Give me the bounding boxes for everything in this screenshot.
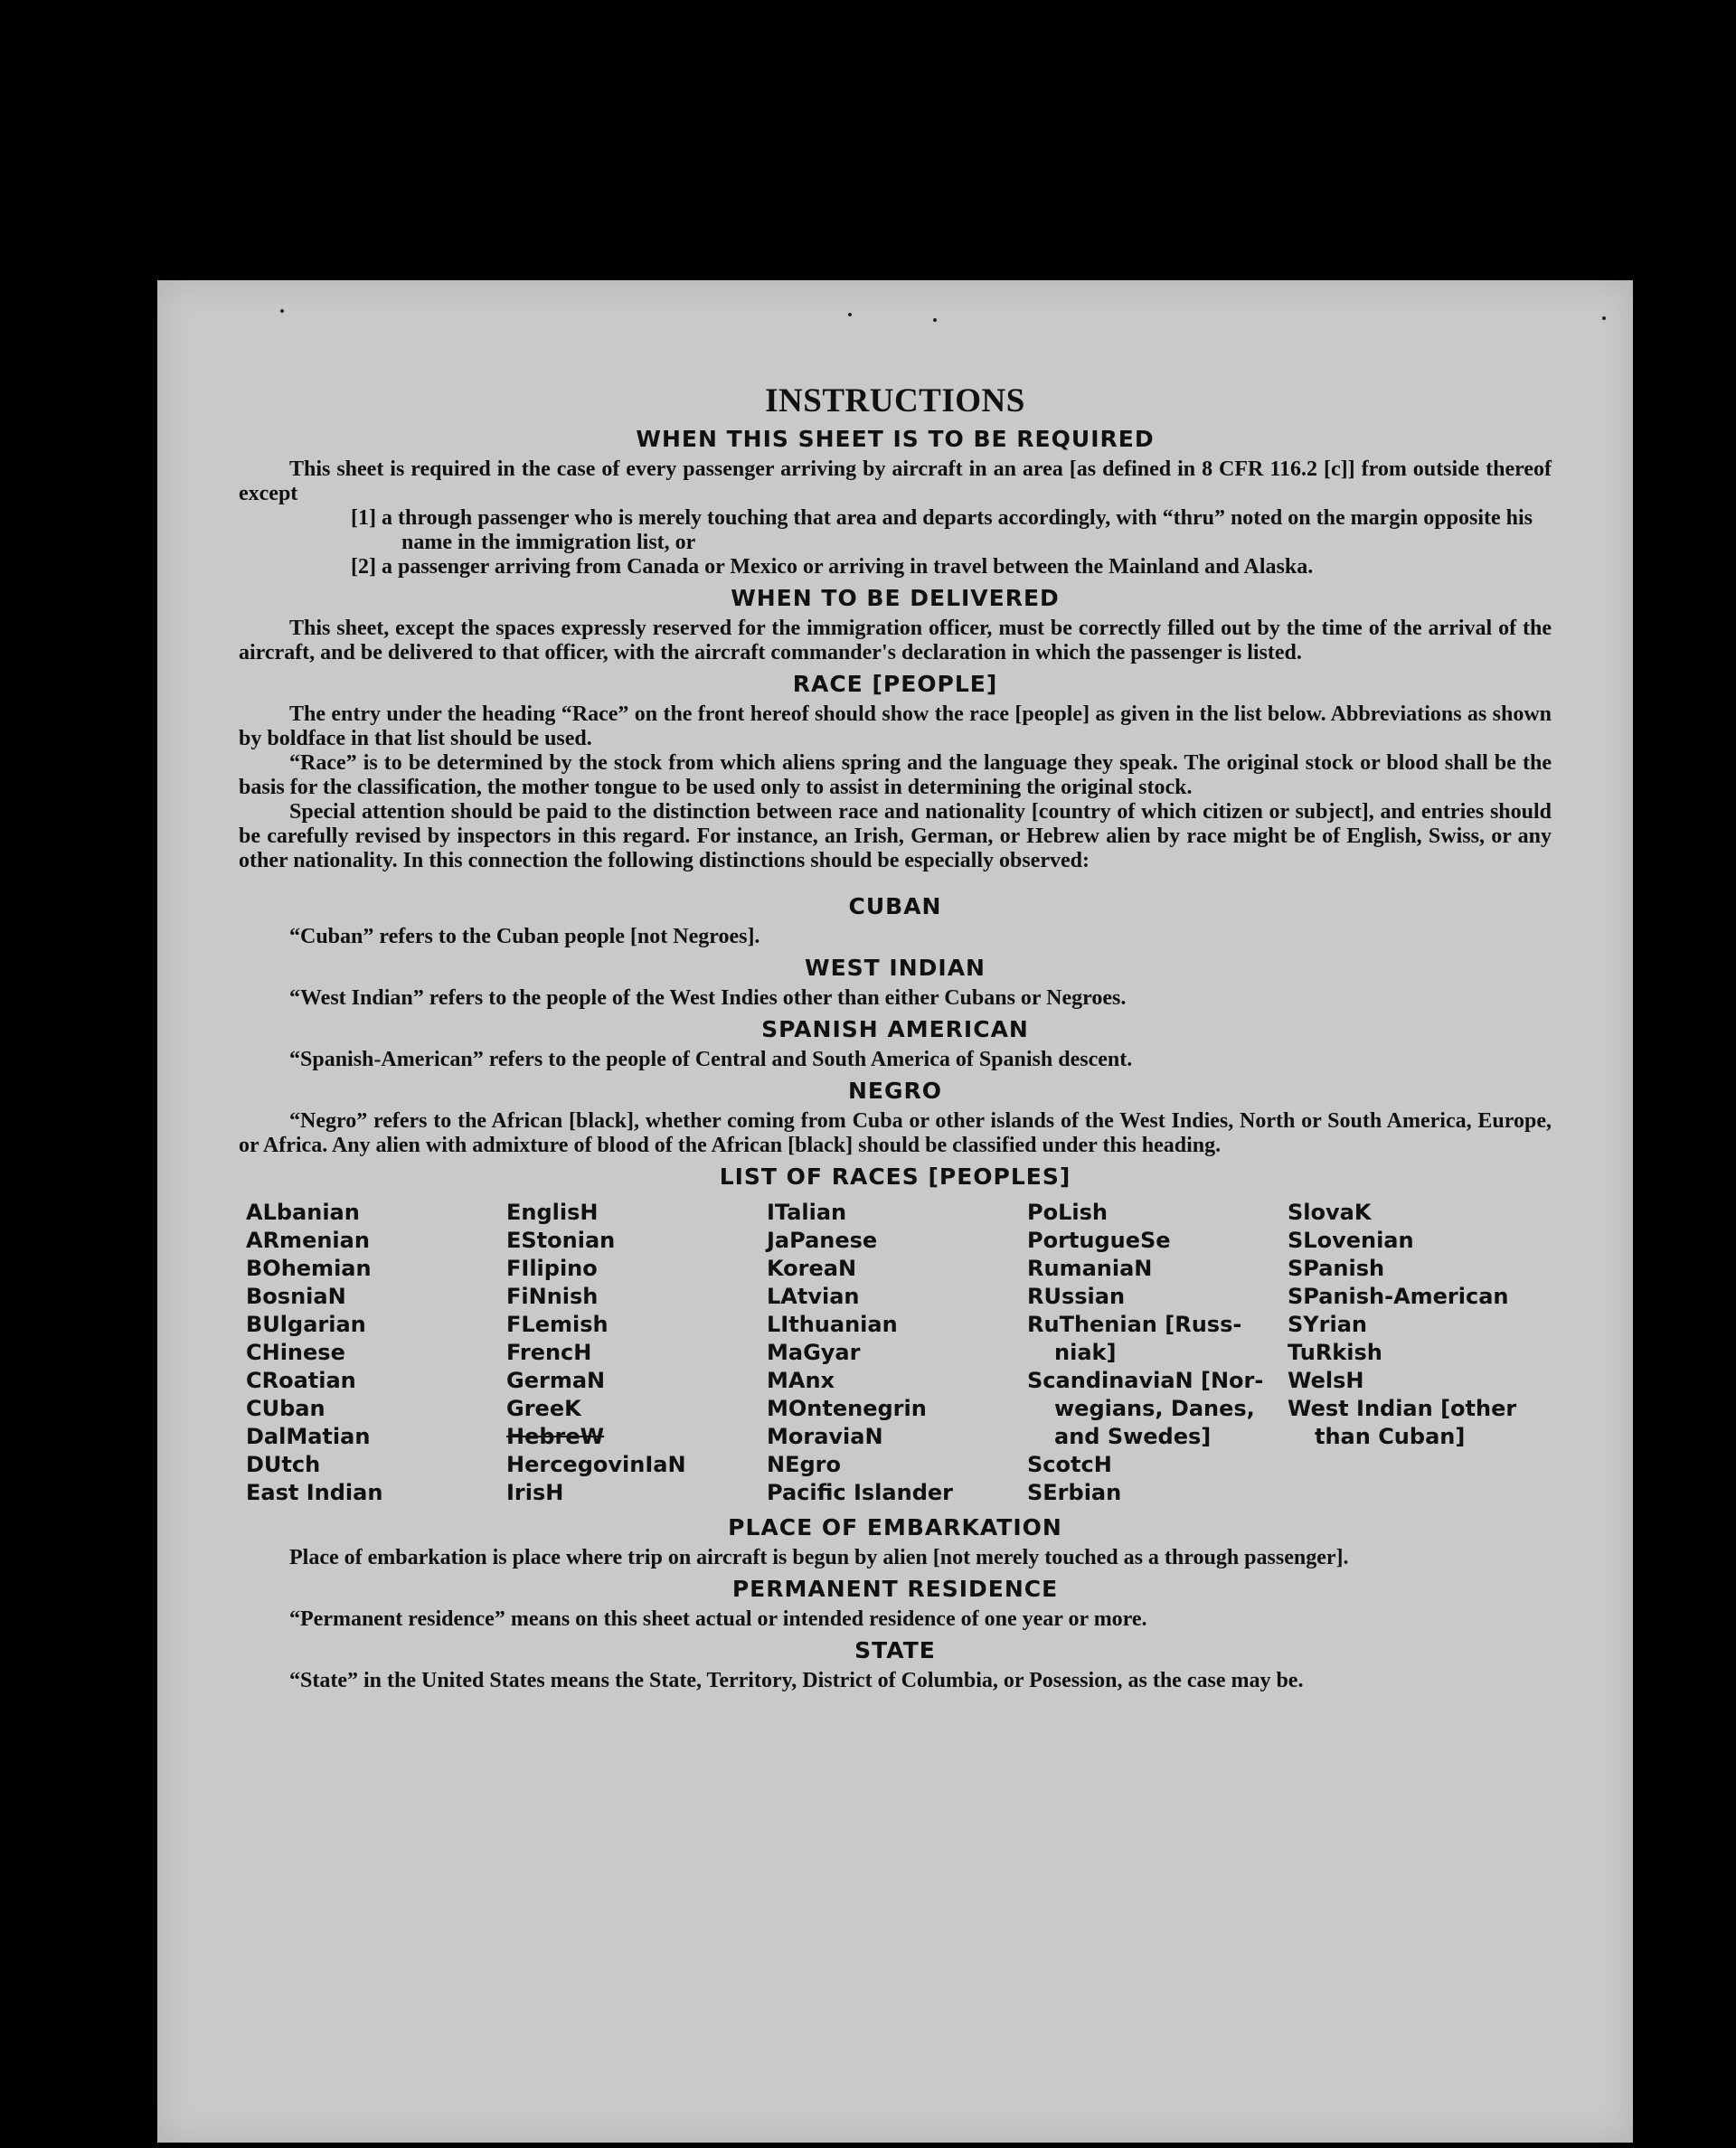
race-item: SPanish-American	[1288, 1284, 1509, 1309]
race-item-continued: niak]	[1054, 1340, 1117, 1365]
heading-spanish-american: SPANISH AMERICAN	[761, 1016, 1029, 1042]
race-item: SlovaK	[1288, 1200, 1372, 1225]
race-item: IrisH	[506, 1480, 564, 1505]
race-item: ScotcH	[1027, 1452, 1112, 1477]
race-item: JaPanese	[767, 1228, 878, 1253]
speck	[1602, 316, 1606, 320]
race-item: CHinese	[246, 1340, 345, 1365]
race-item: SPanish	[1288, 1256, 1385, 1281]
race-item: PortugueSe	[1027, 1228, 1171, 1253]
race-column-3	[767, 1199, 1027, 1507]
race-item: PoLish	[1027, 1200, 1108, 1225]
race-item: WelsH	[1288, 1368, 1364, 1393]
race-item: BOhemian	[246, 1256, 372, 1281]
race-item: FrencH	[506, 1340, 592, 1365]
delivered-text: This sheet, except the spaces expressly reserved for the immigration officer, must be correctly filled out by the time of the arrival of the aircraft, and be delivered to that officer, with the aircraft commander's declaration in which the passenger is listed.	[239, 617, 1552, 664]
race-paragraph-3: Special attention should be paid to the distinction between race and nationality [country of which citizen or subject], and entries should be carefully revised by inspectors in this regard. For instance, an Irish, German, or Hebrew alien by race might be of English, Swiss, or any other nationality. In this connection the following distinctions should be especially observed:	[239, 800, 1552, 872]
race-item: MOntenegrin	[767, 1396, 927, 1421]
race-item: East Indian	[246, 1480, 383, 1505]
heading-embarkation: PLACE OF EMBARKATION	[728, 1514, 1062, 1540]
race-item-continued: and Swedes]	[1054, 1424, 1212, 1449]
race-column-5	[1288, 1199, 1559, 1507]
heading-negro: NEGRO	[847, 1078, 943, 1104]
heading-cuban: CUBAN	[848, 893, 942, 919]
instructions-content	[239, 382, 1552, 1693]
spanish-american-text: “Spanish-American” refers to the people of Central and South America of Spanish descent.	[289, 1048, 1133, 1071]
race-item: GreeK	[506, 1396, 581, 1421]
required-intro: This sheet is required in the case of every passenger arriving by aircraft in an area [as defined in 8 CFR 116.2 [c]] from outside thereof except	[239, 457, 1552, 505]
race-item: MoraviaN	[767, 1424, 883, 1449]
race-column-4	[1027, 1199, 1288, 1507]
race-item: LIthuanian	[767, 1312, 898, 1337]
document-sheet	[157, 280, 1633, 2143]
race-item: SLovenian	[1288, 1228, 1414, 1253]
race-item: MAnx	[767, 1368, 835, 1393]
race-item: CUban	[246, 1396, 326, 1421]
race-item: FLemish	[506, 1312, 609, 1337]
race-item: DUtch	[246, 1452, 321, 1477]
speck	[848, 313, 852, 316]
race-paragraph-2: “Race” is to be determined by the stock from which aliens spring and the language they speak. The original stock or blood shall be the basis for the classification, the mother tongue to be used only to assist in determining the original stock.	[239, 751, 1552, 799]
race-item: KoreaN	[767, 1256, 857, 1281]
race-item: Pacific Islander	[767, 1480, 953, 1505]
race-item: RuThenian [Russ-	[1027, 1312, 1242, 1337]
race-item-continued: wegians, Danes,	[1054, 1396, 1255, 1421]
race-item: FIlipino	[506, 1256, 598, 1281]
race-column-2	[506, 1199, 767, 1507]
race-item: EnglisH	[506, 1200, 599, 1225]
race-item-continued: than Cuban]	[1315, 1424, 1466, 1449]
exception-item-2: [2] a passenger arriving from Canada or Mexico or arriving in travel between the Mainland and Alaska.	[351, 555, 1314, 579]
race-item: ALbanian	[246, 1200, 360, 1225]
heading-permanent-residence: PERMANENT RESIDENCE	[731, 1576, 1059, 1602]
west-indian-text: “West Indian” refers to the people of the West Indies other than either Cubans or Negroes.	[289, 986, 1127, 1010]
race-item: NEgro	[767, 1452, 841, 1477]
race-item: LAtvian	[767, 1284, 860, 1309]
race-item: DalMatian	[246, 1424, 371, 1449]
race-item: RumaniaN	[1027, 1256, 1153, 1281]
state-text: “State” in the United States means the State, Territory, District of Columbia, or Posession, as the case may be.	[289, 1669, 1304, 1692]
embarkation-text: Place of embarkation is place where trip on aircraft is begun by alien [not merely touched as a through passenger].	[289, 1546, 1349, 1569]
race-item: TuRkish	[1288, 1340, 1382, 1365]
speck	[933, 318, 937, 322]
race-item: ScandinaviaN [Nor-	[1027, 1368, 1264, 1393]
race-item: ARmenian	[246, 1228, 370, 1253]
negro-text: “Negro” refers to the African [black], whether coming from Cuba or other islands of the West Indies, North or South America, Europe, or Africa. Any alien with admixture of blood of the African [black] should be classified under this heading.	[239, 1109, 1552, 1157]
speck	[280, 309, 284, 313]
heading-required: WHEN THIS SHEET IS TO BE REQUIRED	[636, 426, 1155, 452]
race-item: SYrian	[1288, 1312, 1368, 1337]
race-column-1	[246, 1199, 506, 1507]
race-list	[246, 1199, 1552, 1507]
race-item: West Indian [other	[1288, 1396, 1517, 1421]
residence-text: “Permanent residence” means on this sheet actual or intended residence of one year or more.	[289, 1607, 1147, 1631]
heading-state: STATE	[854, 1637, 936, 1663]
cuban-text: “Cuban” refers to the Cuban people [not Negroes].	[289, 925, 760, 948]
race-item: BUlgarian	[246, 1312, 366, 1337]
race-item: HercegovinIaN	[506, 1452, 686, 1477]
race-item: BosniaN	[246, 1284, 346, 1309]
heading-race: RACE [PEOPLE]	[792, 671, 998, 697]
race-item: EStonian	[506, 1228, 616, 1253]
heading-list-of-races: LIST OF RACES [PEOPLES]	[719, 1164, 1071, 1190]
race-item: FiNnish	[506, 1284, 599, 1309]
race-item-struck: HebreW	[506, 1424, 605, 1449]
race-item: CRoatian	[246, 1368, 356, 1393]
race-item: SErbian	[1027, 1480, 1122, 1505]
heading-delivered: WHEN TO BE DELIVERED	[731, 585, 1060, 611]
heading-west-indian: WEST INDIAN	[805, 955, 986, 981]
race-item: MaGyar	[767, 1340, 861, 1365]
race-item: ITalian	[767, 1200, 847, 1225]
page-title: INSTRUCTIONS	[765, 382, 1025, 419]
exception-item-1: [1] a through passenger who is merely touching that area and departs accordingly, with “thru” noted on the margin opposite his name in the immigration list, or	[351, 506, 1533, 554]
race-item: GermaN	[506, 1368, 606, 1393]
race-paragraph-1: The entry under the heading “Race” on the front hereof should show the race [people] as given in the list below. Abbreviations as shown by boldface in that list should be used.	[239, 702, 1552, 750]
race-item: RUssian	[1027, 1284, 1126, 1309]
